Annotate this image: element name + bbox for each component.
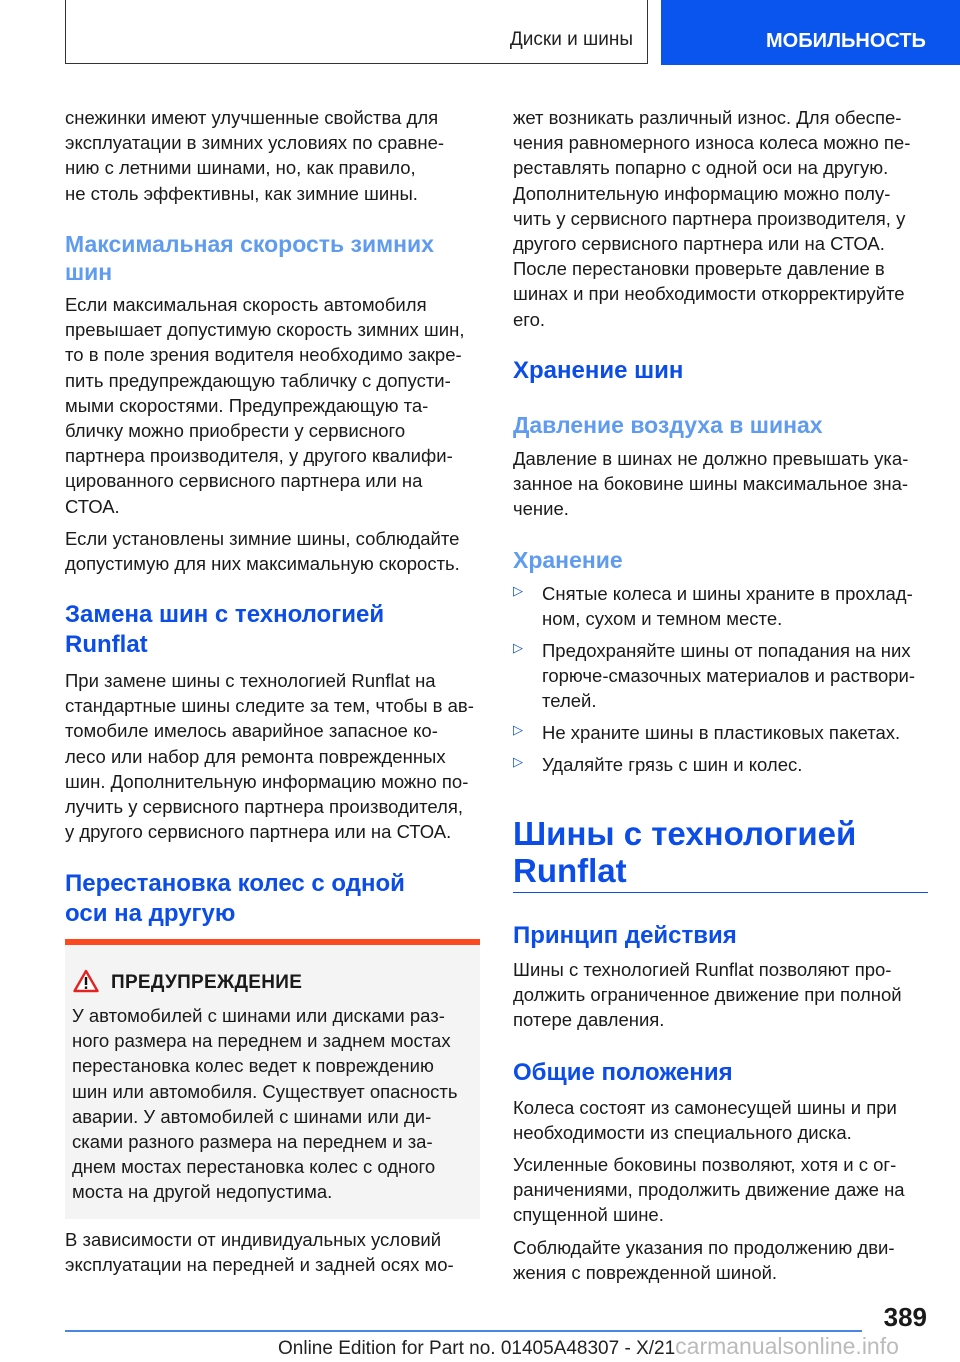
text-line: ном, сухом и темном месте.	[542, 608, 783, 630]
text-line: перестановка колес ведет к повреждению	[72, 1055, 434, 1077]
list-item	[513, 638, 933, 714]
heading-wheel-swap	[65, 869, 485, 929]
text-line: допустимую для них максимальную скорость.	[65, 553, 460, 575]
list-item-text	[542, 752, 933, 777]
text-line: жет возникать различный износ. Для обеспе-	[513, 107, 902, 128]
text-line: горюче-смазочных материалов и раствори-	[542, 665, 916, 687]
text-line: Шины с технологией Runflat позволяют про-	[513, 959, 892, 980]
text-line: Дополнительную информацию можно полу-	[513, 182, 891, 204]
text-line: чить у сервисного партнера производителя, у	[513, 207, 906, 229]
text-line: У автомобилей с шинами или дисками раз-	[72, 1005, 445, 1026]
bullet-triangle-icon: ▷	[513, 583, 523, 598]
text-line: Runflat	[65, 631, 148, 658]
heading-rule	[513, 892, 928, 893]
paragraph	[513, 446, 933, 522]
text-line: телей.	[542, 690, 597, 712]
list-item-text	[542, 638, 933, 714]
heading-winter-max-speed	[65, 230, 485, 286]
text-line: другого сервисного партнера или на СТОА.	[513, 233, 885, 255]
text-line: Не храните шины в пластиковых пакетах.	[542, 722, 901, 743]
text-line: томобиле имелось аварийное запасное ко-	[65, 720, 438, 742]
bullet-triangle-icon: ▷	[513, 754, 523, 769]
paragraph	[65, 526, 485, 576]
text-line: у другого сервисного партнера или на СТОА.	[65, 821, 452, 843]
heading-storage	[513, 546, 933, 574]
text-line: Если установлены зимние шины, соблюдайте	[65, 528, 460, 549]
text-line: Колеса состоят из самонесущей шины и при	[513, 1097, 897, 1118]
list-item	[513, 720, 933, 745]
text-line: При замене шины с технологией Runflat на	[65, 670, 436, 691]
heading-general	[513, 1058, 933, 1088]
text-line: эксплуатации на передней и задней осях мо-	[65, 1254, 454, 1276]
text-line: чение.	[513, 498, 569, 520]
text-line: Хранение	[513, 547, 623, 573]
text-line: Соблюдайте указания по продолжению дви-	[513, 1237, 895, 1258]
chapter-heading-runflat	[513, 815, 933, 889]
bullet-triangle-icon: ▷	[513, 722, 523, 737]
heading-runflat-replacement	[65, 600, 485, 660]
text-line: Снятые колеса и шины храните в прохлад-	[542, 583, 913, 604]
text-line: его.	[513, 308, 546, 330]
text-line: снежинки имеют улучшенные свойства для	[65, 107, 439, 128]
text-line: потере давления.	[513, 1009, 665, 1031]
text-line: аварии. У автомобилей с шинами или ди-	[72, 1105, 432, 1127]
paragraph	[513, 105, 933, 332]
paragraph	[65, 1227, 485, 1277]
text-line: бличку можно приобрести у сервисного	[65, 420, 406, 442]
text-line: ного размера на переднем и заднем мостах	[72, 1030, 451, 1052]
text-line: Принцип действия	[513, 922, 737, 949]
warning-title: ПРЕДУПРЕЖДЕНИЕ	[111, 972, 303, 993]
text-line: Давление воздуха в шинах	[513, 412, 823, 438]
text-line: спущенной шине.	[513, 1204, 664, 1226]
text-line: партнера производителя, у другого квалифи-	[65, 445, 453, 467]
paragraph	[513, 1095, 933, 1145]
heading-tire-storage	[513, 356, 933, 386]
warning-text	[72, 1003, 458, 1205]
text-line: После перестановки проверьте давление в	[513, 258, 885, 280]
text-line: занное на боковине шины максимальное зна-	[513, 473, 909, 495]
text-line: реставлять попарно с одной оси на другую.	[513, 157, 889, 179]
paragraph	[65, 668, 485, 844]
footer-text	[278, 1333, 899, 1360]
text-line: оси на другую	[65, 900, 236, 927]
list-item-text	[542, 581, 933, 631]
text-line: Давление в шинах не должно превышать ука-	[513, 448, 909, 469]
text-line: не столь эффективны, как зимние шины.	[65, 182, 418, 204]
text-line: превышает допустимую скорость зимних шин,	[65, 319, 465, 341]
text-line: Перестановка колес с одной	[65, 870, 405, 897]
text-line: Максимальная скорость зимних	[65, 231, 434, 257]
text-line: Шины с технологией	[513, 815, 857, 852]
text-line: шин	[65, 259, 113, 285]
footer-rule	[65, 1330, 862, 1332]
text-line: шинах и при необходимости откорректируйте	[513, 283, 905, 305]
text-line: Runflat	[513, 852, 627, 889]
text-line: то в поле зрения водителя необходимо закре-	[65, 344, 462, 366]
text-line: Предохраняйте шины от попадания на них	[542, 640, 911, 661]
text-line: В зависимости от индивидуальных условий	[65, 1229, 442, 1250]
text-line: необходимости из специального диска.	[513, 1122, 852, 1144]
text-line: Общие положения	[513, 1059, 733, 1086]
edition-text: Online Edition for Part no. 01405A48307 - X/21	[278, 1338, 676, 1359]
text-line: шин. Дополнительную информацию можно по-	[65, 770, 469, 792]
text-line: эксплуатации в зимних условиях по сравне-	[65, 132, 445, 154]
text-line: СТОА.	[65, 495, 120, 517]
text-line: стандартные шины следите за тем, чтобы в ав-	[65, 695, 474, 717]
list-item	[513, 581, 933, 631]
text-line: пить предупреждающую табличку с допусти-	[65, 369, 451, 391]
text-line: мыми скоростями. Предупреждающую та-	[65, 394, 429, 416]
text-line: Замена шин с технологией	[65, 601, 385, 628]
text-line: Удаляйте грязь с шин и колес.	[542, 754, 803, 775]
heading-tire-pressure	[513, 411, 933, 439]
text-line: днем мостах перестановка колес с одного	[72, 1156, 436, 1178]
chapter-title: МОБИЛЬНОСТЬ	[766, 30, 926, 52]
text-line: должить ограниченное движение при полной	[513, 984, 902, 1006]
paragraph	[65, 105, 485, 206]
text-line: чения равномерного износа колеса можно пе-	[513, 132, 911, 154]
text-line: лучить у сервисного партнера производителя,	[65, 796, 463, 818]
chapter-tab[interactable]	[661, 0, 960, 65]
text-line: цированного сервисного партнера или на	[65, 470, 423, 492]
warning-box	[65, 939, 480, 1219]
text-line: моста на другой недопустима.	[72, 1181, 333, 1203]
paragraph	[513, 1152, 933, 1228]
watermark[interactable]: carmanualsonline.info	[675, 1333, 899, 1359]
text-line: нию с летними шинами, но, как правило,	[65, 157, 416, 179]
text-line: Хранение шин	[513, 357, 684, 384]
paragraph	[65, 292, 485, 519]
paragraph	[513, 957, 933, 1033]
header-section-box	[65, 0, 648, 64]
page-number: 389	[883, 1302, 927, 1332]
section-title: Диски и шины	[509, 29, 633, 50]
text-line: раничениями, продолжить движение даже на	[513, 1179, 905, 1201]
text-line: шин или автомобиля. Существует опасность	[72, 1080, 458, 1102]
text-line: Если максимальная скорость автомобиля	[65, 294, 427, 315]
heading-principle	[513, 921, 933, 951]
text-line: сками разного размера на переднем и за-	[72, 1131, 433, 1153]
text-line: лесо или набор для ремонта поврежденных	[65, 745, 446, 767]
paragraph	[513, 1235, 933, 1285]
bullet-triangle-icon: ▷	[513, 640, 523, 655]
text-line: Усиленные боковины позволяют, хотя и с ог-	[513, 1154, 897, 1175]
list-item-text	[542, 720, 933, 745]
warning-triangle-icon	[73, 969, 99, 993]
list-item	[513, 752, 933, 777]
text-line: жения с поврежденной шиной.	[513, 1262, 778, 1284]
